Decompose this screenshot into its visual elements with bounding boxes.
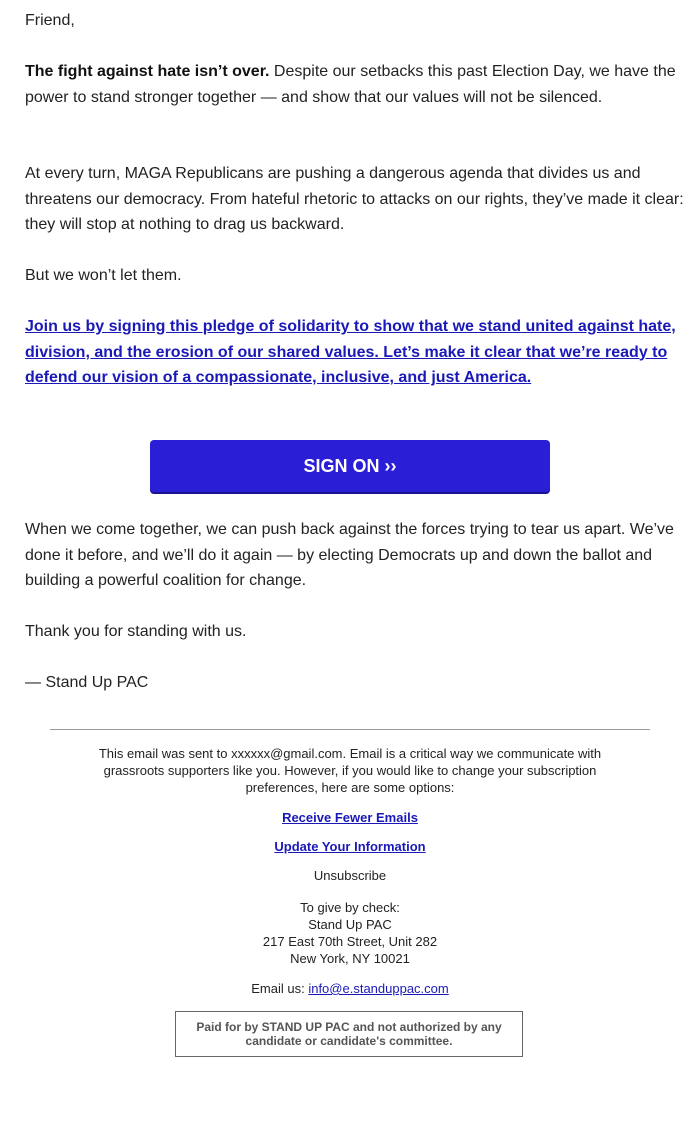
footer-update-info-row — [70, 838, 630, 855]
pledge-link[interactable]: Join us by signing this pledge of solidarity to show that we stand united against hate, division, and the erosion of our shared values. Let’s make it clear that we’re ready to defend our vision of a compassionate, inclusive, and just America. — [25, 318, 676, 386]
paragraph-thanks: Thank you for standing with us. — [25, 623, 247, 640]
update-information-link[interactable]: Update Your Information — [274, 839, 426, 854]
mailing-address — [70, 899, 630, 967]
org-name: Stand Up PAC — [308, 917, 392, 932]
receive-fewer-emails-link[interactable]: Receive Fewer Emails — [282, 810, 418, 825]
footer-fewer-emails-row — [70, 809, 630, 826]
greeting: Friend, — [25, 12, 75, 29]
footer-notice: This email was sent to xxxxxx@gmail.com. Email is a critical way we communicate with grassroots supporters like you. However, if you would like to change your subscription preferences, here are some options: — [98, 746, 602, 795]
paragraph-intro — [25, 59, 685, 110]
pledge-paragraph — [25, 314, 685, 391]
signature: — Stand Up PAC — [25, 674, 149, 691]
intro-text: Despite our setbacks this past Election Day, we have the power to stand stronger together — and show that our values will not be silenced. — [25, 63, 676, 106]
paid-for-disclaimer: Paid for by STAND UP PAC and not authorized by any candidate or candidate's committee. — [175, 1011, 523, 1057]
footer-divider — [50, 729, 650, 730]
unsubscribe-link[interactable]: Unsubscribe — [313, 868, 387, 883]
sign-on-button[interactable]: SIGN ON ›› — [150, 440, 550, 492]
paragraph-together: When we come together, we can push back against the forces trying to tear us apart. We’ve done it before, and we’ll do it again — by electing Democrats up and down the ballot and building a powerful coalition for change. — [25, 521, 674, 589]
paragraph-agenda: At every turn, MAGA Republicans are pushing a dangerous agenda that divides us and threatens our democracy. From hateful rhetoric to attacks on our rights, they’ve made it clear: they will stop at nothing to drag us backward. — [25, 165, 684, 233]
contact-email-link[interactable]: info@e.standuppac.com — [308, 981, 449, 996]
contact-email-row — [70, 980, 630, 997]
check-label: To give by check: — [300, 900, 400, 915]
address-line-1: 217 East 70th Street, Unit 282 — [262, 934, 438, 949]
email-label: Email us: — [251, 981, 309, 996]
intro-bold-text: The fight against hate isn’t over. — [25, 63, 270, 80]
address-line-2: New York, NY 10021 — [290, 951, 410, 966]
paragraph-resolve: But we won’t let them. — [25, 267, 182, 284]
